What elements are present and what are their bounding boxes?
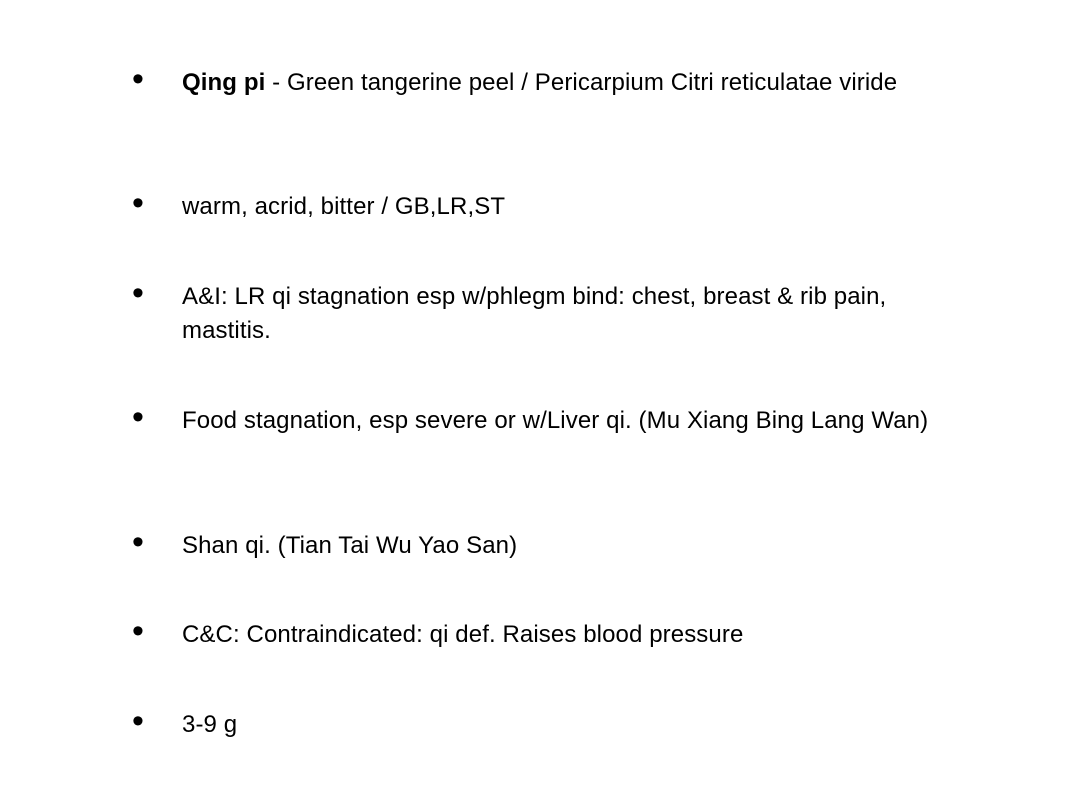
- bullet-icon: •: [132, 274, 144, 312]
- bullet-icon: •: [132, 523, 144, 561]
- bullet-icon: •: [132, 702, 144, 740]
- bullet-icon: •: [132, 60, 144, 98]
- list-item-text: Shan qi. (Tian Tai Wu Yao San): [182, 532, 518, 559]
- list-item-text: Food stagnation, esp severe or w/Liver qi. (Mu Xiang Bing Lang Wan): [182, 407, 929, 434]
- herb-name: Qing pi: [182, 69, 266, 96]
- list-item-text: A&I: LR qi stagnation esp w/phlegm bind: chest, breast & rib pain, mastitis.: [182, 283, 887, 344]
- list-item-text: 3-9 g: [182, 711, 238, 738]
- bullet-icon: •: [132, 612, 144, 650]
- bullet-icon: •: [132, 398, 144, 436]
- herb-description: - Green tangerine peel / Pericarpium Citri reticulatae viride: [265, 69, 898, 96]
- bullet-icon: •: [132, 184, 144, 222]
- list-item-text: warm, acrid, bitter / GB,LR,ST: [182, 193, 506, 220]
- list-item-text: [182, 66, 962, 100]
- list-item-text: C&C: Contraindicated: qi def. Raises blood pressure: [182, 621, 744, 648]
